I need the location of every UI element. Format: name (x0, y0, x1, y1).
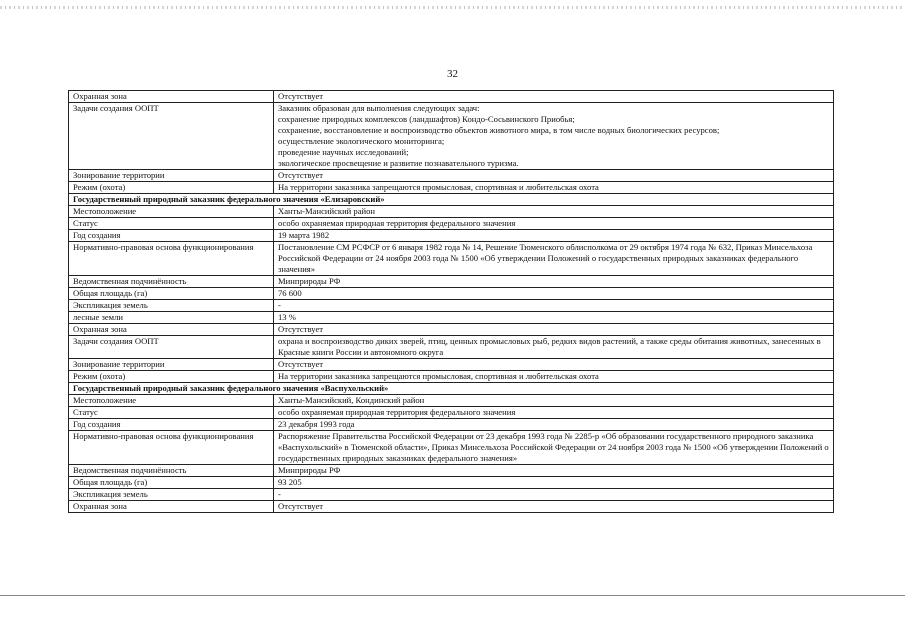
field-label: Общая площадь (га) (69, 477, 274, 489)
field-value-line: - (278, 300, 281, 310)
table-row (69, 91, 834, 103)
field-value-line: 19 марта 1982 (278, 230, 330, 240)
table-row (69, 170, 834, 182)
field-label: Год создания (69, 230, 274, 242)
table-row (69, 371, 834, 383)
table-row (69, 300, 834, 312)
table-row (69, 206, 834, 218)
table-row (69, 395, 834, 407)
field-value-line: Минприроды РФ (278, 276, 341, 286)
field-value-line: проведение научных исследований; (278, 147, 409, 157)
field-value-line: Отсутствует (278, 501, 324, 511)
field-label: Охранная зона (69, 501, 274, 513)
section-header-row (69, 194, 834, 206)
field-label: Нормативно-правовая основа функционирования (69, 431, 274, 465)
field-label: Экспликация земель (69, 300, 274, 312)
table-row (69, 276, 834, 288)
field-value-line: Отсутствует (278, 359, 324, 369)
field-label: лесные земли (69, 312, 274, 324)
field-value (274, 477, 834, 489)
field-label: Охранная зона (69, 91, 274, 103)
field-label: Год создания (69, 419, 274, 431)
section-header-row (69, 383, 834, 395)
field-value (274, 371, 834, 383)
field-value-line: Заказник образован для выполнения следующих задач: (278, 103, 480, 113)
field-label: Нормативно-правовая основа функционирования (69, 242, 274, 276)
field-value (274, 276, 834, 288)
page-number: 32 (447, 68, 458, 80)
field-value (274, 501, 834, 513)
field-value-line: Ханты-Мансийский, Кондинский район (278, 395, 425, 405)
field-value-line: 23 декабря 1993 года (278, 419, 355, 429)
table-row (69, 182, 834, 194)
field-label: Режим (охота) (69, 371, 274, 383)
field-value (274, 103, 834, 170)
field-label: Задачи создания ООПТ (69, 103, 274, 170)
field-value-line: Минприроды РФ (278, 465, 341, 475)
table-row (69, 501, 834, 513)
field-value (274, 230, 834, 242)
field-value (274, 359, 834, 371)
field-value-line: На территории заказника запрещаются промысловая, спортивная и любительская охота (278, 371, 599, 381)
section-title: Государственный природный заказник федерального значения «Васпухольский» (69, 383, 834, 395)
reserve-info-table (68, 90, 834, 513)
field-value (274, 431, 834, 465)
field-label: Общая площадь (га) (69, 288, 274, 300)
field-value-line: - (278, 489, 281, 499)
field-label: Ведомственная подчинённость (69, 276, 274, 288)
field-value-line: экологическое просвещение и развитие познавательного туризма. (278, 158, 519, 168)
field-value-line: 13 % (278, 312, 296, 322)
table-row (69, 489, 834, 501)
field-value (274, 288, 834, 300)
table-row (69, 242, 834, 276)
field-value (274, 170, 834, 182)
field-value (274, 242, 834, 276)
table-row (69, 419, 834, 431)
field-value-line: Постановление СМ РСФСР от 6 января 1982 года № 14, Решение Тюменского облисполкома от 29 октября 1974 года № 632, Приказ Минсельхоза Российской Федерации от 24 ноября 2003 года № 1500 «Об утверждении Положений о государственных природных заказниках федерального значения» (278, 242, 813, 274)
field-label: Экспликация земель (69, 489, 274, 501)
field-label: Статус (69, 407, 274, 419)
table-row (69, 336, 834, 359)
field-label: Режим (охота) (69, 182, 274, 194)
scan-artifact-bottom (0, 595, 905, 596)
table-row (69, 407, 834, 419)
field-value (274, 300, 834, 312)
field-value-line: особо охраняемая природная территория федерального значения (278, 218, 516, 228)
field-value (274, 91, 834, 103)
table-row (69, 288, 834, 300)
table-row (69, 477, 834, 489)
field-value-line: 76 600 (278, 288, 302, 298)
table-row (69, 312, 834, 324)
field-label: Зонирование территории (69, 170, 274, 182)
field-value (274, 395, 834, 407)
field-label: Местоположение (69, 206, 274, 218)
field-value-line: осуществление экологического мониторинга; (278, 136, 445, 146)
scan-artifact-top (0, 6, 905, 9)
field-value-line: Отсутствует (278, 91, 324, 101)
field-value-line: особо охраняемая природная территория федерального значения (278, 407, 516, 417)
field-value-line: 93 205 (278, 477, 302, 487)
field-value-line: Отсутствует (278, 170, 324, 180)
field-label: Статус (69, 218, 274, 230)
field-value (274, 336, 834, 359)
table-row (69, 431, 834, 465)
field-value-line: сохранение, восстановление и воспроизводство объектов животного мира, в том числе водных биологических ресурсов; (278, 125, 720, 135)
field-value (274, 465, 834, 477)
field-value (274, 312, 834, 324)
field-value (274, 324, 834, 336)
table-row (69, 230, 834, 242)
field-value-line: Ханты-Мансийский район (278, 206, 376, 216)
field-value-line: Распоряжение Правительства Российской Федерации от 23 декабря 1993 года № 2285-р «Об образовании государственного природного заказника «Васпухольский» в Тюменской области», Приказ Минсельхоза Российской Федерации от 24 ноября 2003 года № 1500 «Об утверждении Положений о государственных природных заказниках федерального значения» (278, 431, 829, 463)
field-label: Охранная зона (69, 324, 274, 336)
field-value (274, 206, 834, 218)
section-title: Государственный природный заказник федерального значения «Елизаровский» (69, 194, 834, 206)
field-value-line: охрана и воспроизводство диких зверей, птиц, ценных промысловых рыб, редких видов растений, а также среды обитания животных, занесенных в Красные книги России и автономного округа (278, 336, 821, 357)
field-value (274, 407, 834, 419)
field-label: Зонирование территории (69, 359, 274, 371)
field-value (274, 489, 834, 501)
field-label: Ведомственная подчинённость (69, 465, 274, 477)
table-row (69, 324, 834, 336)
table-row (69, 218, 834, 230)
field-value (274, 419, 834, 431)
table-row (69, 359, 834, 371)
table-row (69, 465, 834, 477)
field-value-line: На территории заказника запрещаются промысловая, спортивная и любительская охота (278, 182, 599, 192)
field-value (274, 218, 834, 230)
field-label: Местоположение (69, 395, 274, 407)
table-row (69, 103, 834, 170)
field-value-line: Отсутствует (278, 324, 324, 334)
field-value (274, 182, 834, 194)
field-label: Задачи создания ООПТ (69, 336, 274, 359)
field-value-line: сохранение природных комплексов (ландшафтов) Кондо-Сосьвинского Приобья; (278, 114, 575, 124)
table-body (69, 91, 834, 513)
